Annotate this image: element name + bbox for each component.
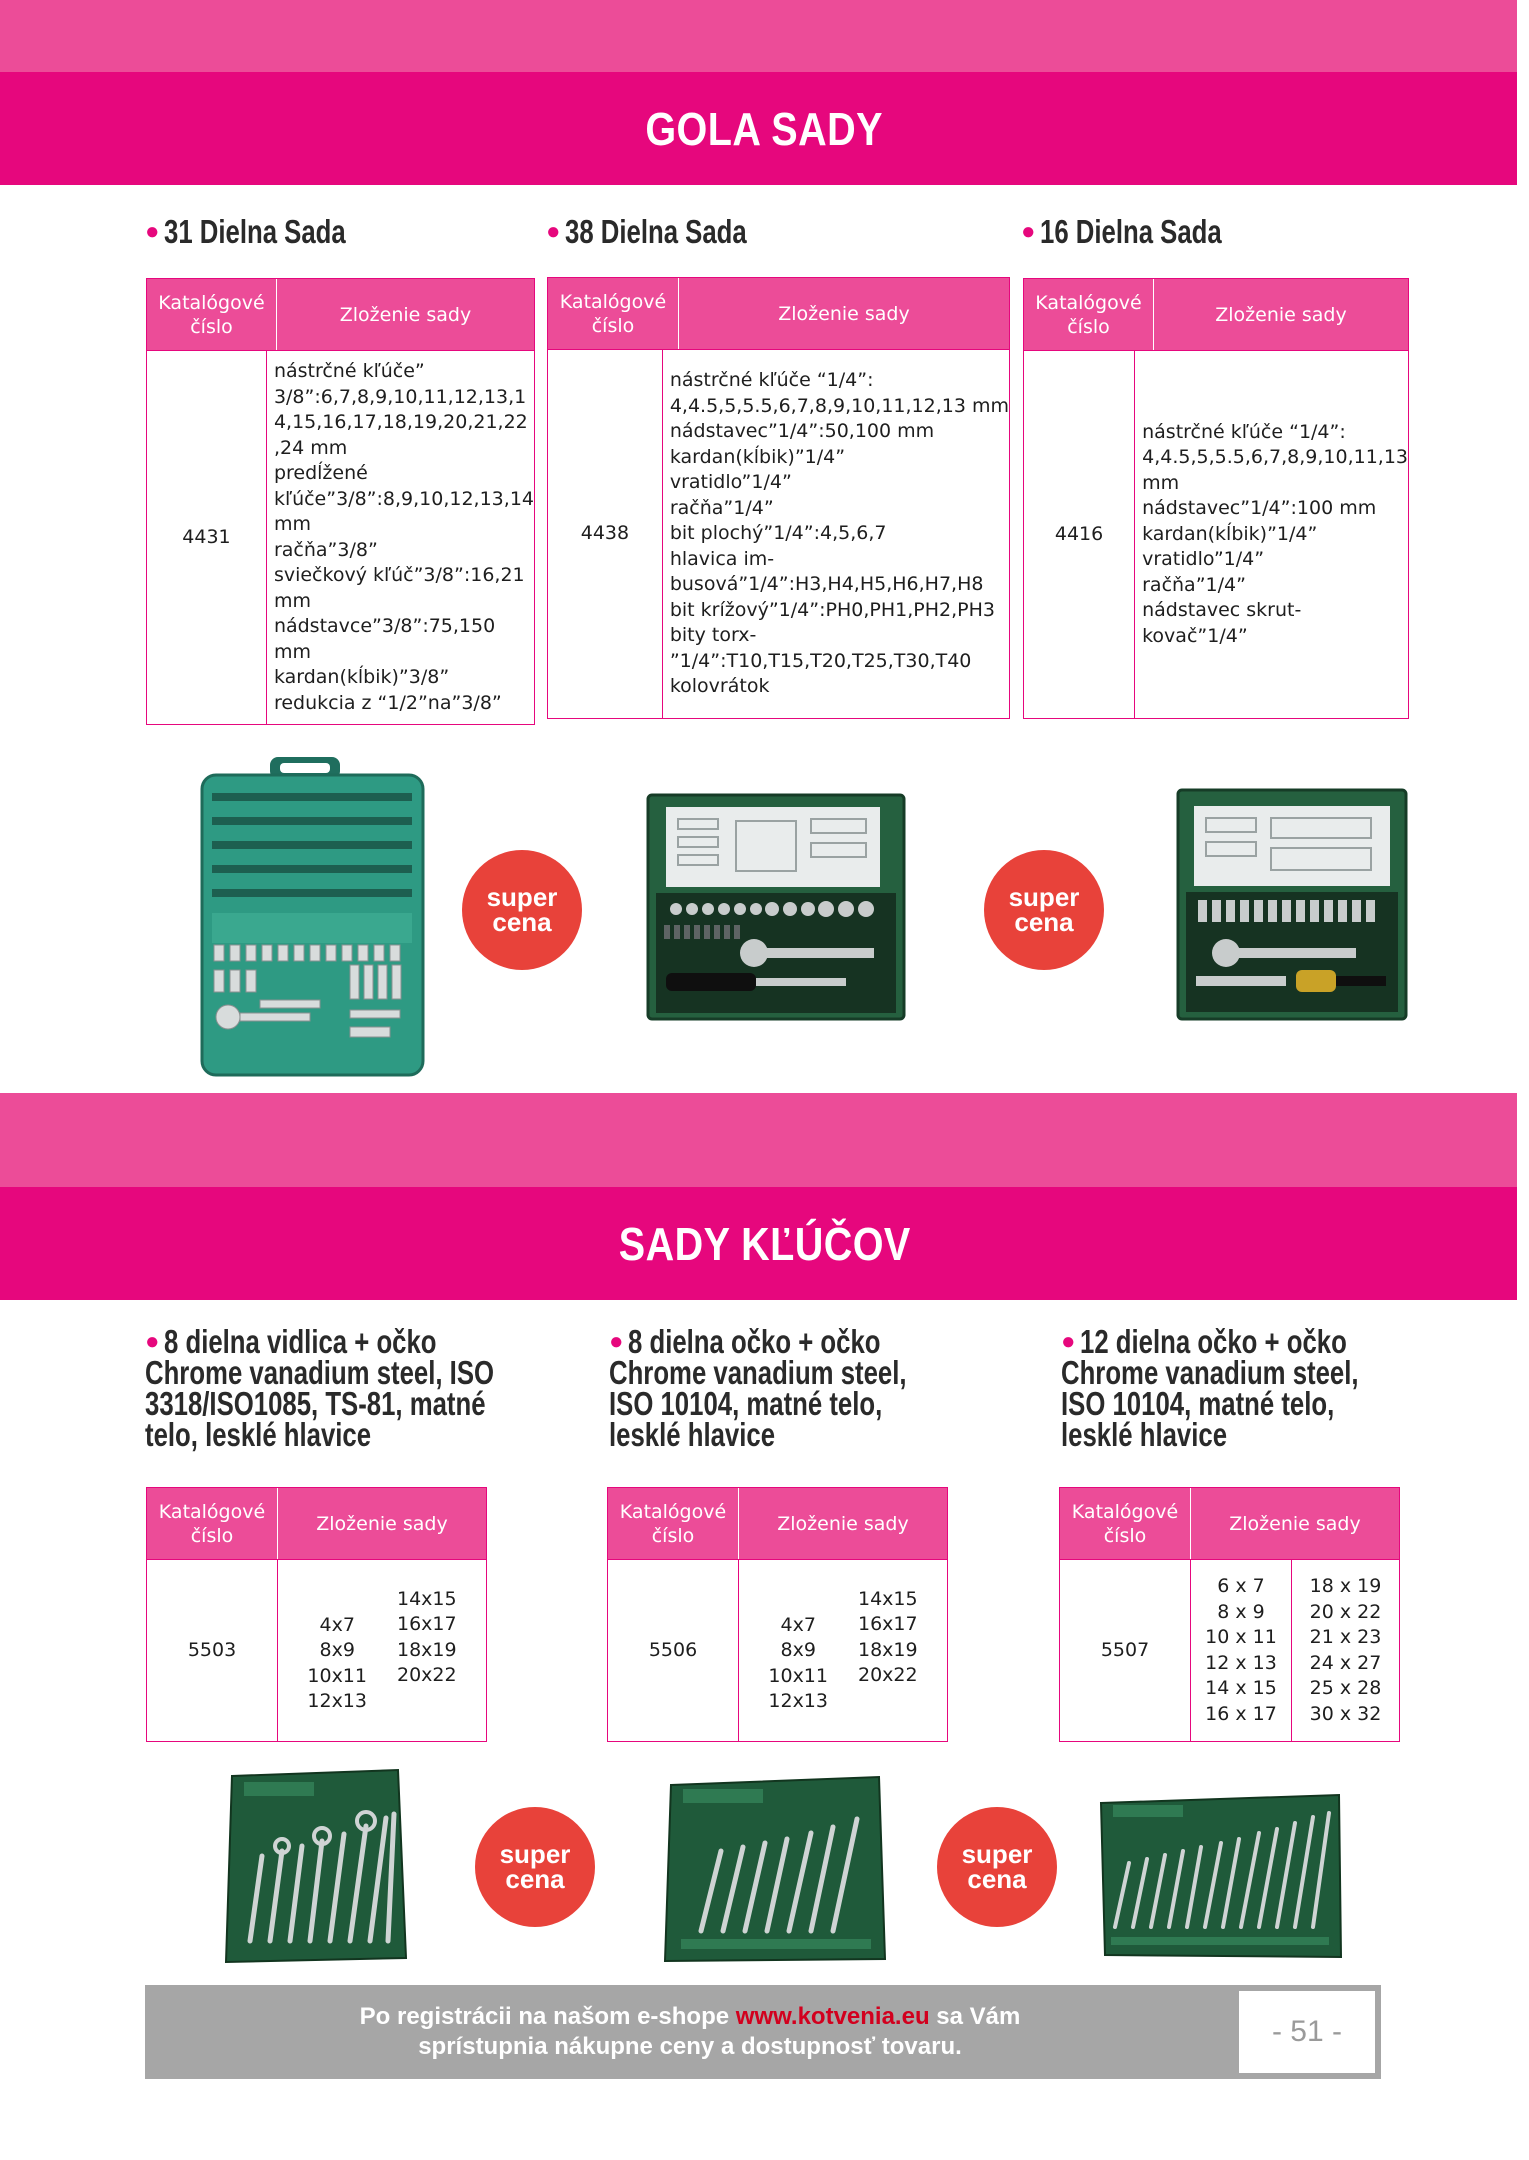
socket-case-illustration (200, 755, 425, 1080)
content-line: vratidlo”1/4” (669, 471, 792, 494)
size-value: 14 x 15 (1205, 1677, 1277, 1699)
badge-line-1: super (961, 1839, 1033, 1869)
size-value: 12x13 (307, 1690, 367, 1712)
footer-notice (145, 1985, 1235, 2079)
product-image-wrench-roll-5503 (220, 1766, 410, 1966)
catalog-number: 4438 (548, 350, 663, 718)
bullet-icon: ● (145, 1328, 160, 1355)
badge-line-1: super (499, 1839, 571, 1869)
badge-line-1: super (486, 882, 558, 912)
badge-line-1: super (1008, 882, 1080, 912)
content-line: kardan(kĺbik)”1/4” (669, 445, 846, 468)
product-table-5507 (1059, 1487, 1400, 1742)
header-catalog-number: Katalógové číslo (1060, 1488, 1191, 1559)
size-column (397, 1587, 457, 1715)
size-list (278, 1560, 486, 1741)
table-body (548, 350, 1009, 718)
header-contents: Zloženie sady (1215, 303, 1347, 326)
product-heading-4431 (145, 213, 396, 250)
size-value: 10x11 (768, 1664, 828, 1687)
socket-box-illustration (646, 793, 906, 1021)
bullet-icon: ● (546, 218, 561, 245)
table-header (1024, 279, 1408, 351)
product-name-line: telo, lesklé hlavice (145, 1416, 372, 1453)
set-contents (1135, 351, 1408, 718)
content-line: nádstavec skrut- (1142, 599, 1302, 622)
product-image-wrench-roll-5506 (661, 1771, 889, 1966)
size-value: 18x19 (397, 1638, 457, 1661)
product-heading-5507 (1061, 1323, 1442, 1453)
bullet-icon: ● (145, 218, 160, 245)
product-name-line: ISO 10104, matné telo, (1061, 1385, 1335, 1422)
size-value: 12 x 13 (1205, 1651, 1277, 1674)
product-image-wrench-roll-5507 (1095, 1787, 1345, 1962)
size-value: 21 x 23 (1309, 1626, 1382, 1648)
super-cena-badge (475, 1807, 595, 1927)
header-catalog-number: Katalógové číslo (608, 1488, 739, 1559)
section-banner-gola-sady (0, 72, 1529, 185)
content-line: kľúče”3/8”:8,9,10,12,13,14 (273, 487, 534, 510)
size-value: 18 x 19 (1309, 1575, 1382, 1597)
catalog-number: 4416 (1024, 351, 1135, 718)
size-list (1191, 1560, 1399, 1741)
content-line: mm (273, 589, 311, 612)
section-banner-sady-klucov (0, 1187, 1529, 1300)
content-line: vratidlo”1/4” (1142, 548, 1265, 571)
header-contents: Zloženie sady (778, 302, 910, 325)
table-body (147, 351, 534, 724)
table-body (147, 1560, 486, 1741)
size-value: 20x22 (397, 1664, 457, 1686)
page-number: - 51 - (1239, 1991, 1375, 2073)
footer-text-before: Po registrácii na našom e-shope (359, 2003, 736, 2030)
size-value: 20x22 (858, 1664, 918, 1686)
size-value: 4x7 (319, 1613, 355, 1636)
content-line: nádstavec”1/4”:50,100 mm (669, 420, 935, 443)
footer-bar (145, 1985, 1381, 2079)
content-line: predĺžené (273, 462, 368, 484)
table-header (608, 1488, 947, 1560)
set-contents (663, 350, 1009, 718)
product-table-5503 (146, 1487, 487, 1742)
content-line: nástrčné kľúče” (273, 360, 425, 382)
product-name-line: Chrome vanadium steel, (609, 1354, 907, 1391)
product-name: 31 Dielna Sada (163, 213, 346, 250)
product-table-4438 (547, 277, 1010, 719)
bullet-icon: ● (609, 1328, 624, 1355)
table-header (548, 278, 1009, 350)
content-line: mm (273, 640, 311, 663)
table-header (147, 279, 534, 351)
footer-text-after: sa Vám (929, 2003, 1021, 2030)
content-line: kardan(kĺbik)”3/8” (273, 666, 450, 688)
product-table-4431 (146, 278, 535, 725)
header-contents: Zloženie sady (339, 303, 472, 326)
badge-line-2: cena (492, 907, 552, 937)
table-header (1060, 1488, 1399, 1560)
size-value: 18x19 (858, 1638, 918, 1661)
content-line: ”1/4”:T10,T15,T20,T25,T30,T40 (669, 649, 972, 672)
catalog-number: 5507 (1060, 1560, 1191, 1741)
size-value: 14x15 (858, 1587, 918, 1610)
content-line: 4,15,16,17,18,19,20,21,22 (273, 411, 528, 433)
product-name-line: 8 dielna vidlica + očko (163, 1323, 437, 1360)
bullet-icon: ● (1061, 1328, 1076, 1355)
size-column (768, 1587, 828, 1715)
badge-line-2: cena (505, 1864, 565, 1894)
size-value: 16x17 (397, 1613, 457, 1635)
header-catalog-number: Katalógové číslo (548, 278, 679, 349)
product-name-line: lesklé hlavice (1061, 1416, 1228, 1453)
content-line: račňa”3/8” (273, 538, 378, 561)
product-heading-4438 (546, 213, 797, 250)
content-line: nádstavec”1/4”:100 mm (1142, 497, 1377, 520)
content-line: račňa”1/4” (669, 496, 774, 519)
product-name-line: ISO 10104, matné telo, (609, 1385, 883, 1422)
content-line: ,24 mm (273, 436, 348, 459)
footer-line-2: sprístupnia nákupne ceny a dostupnosť tovaru. (418, 2033, 962, 2060)
header-catalog-number: Katalógové číslo (1024, 279, 1154, 350)
section-title: SADY KĽÚČOV (618, 1217, 911, 1270)
content-line: bit plochý”1/4”:4,5,6,7 (669, 522, 887, 545)
set-contents (267, 351, 534, 724)
table-body (608, 1560, 947, 1741)
shop-link[interactable]: www.kotvenia.eu (735, 2003, 930, 2030)
table-header (147, 1488, 486, 1560)
header-catalog-number: Katalógové číslo (147, 279, 277, 350)
content-line: sviečkový kľúč”3/8”:16,21 (273, 564, 525, 586)
table-body (1024, 351, 1408, 718)
content-line: 3/8”:6,7,8,9,10,11,12,13,1 (273, 385, 527, 408)
content-line: bit krížový”1/4”:PH0,PH1,PH2,PH3 (669, 598, 995, 621)
size-column (858, 1587, 918, 1715)
content-line: 4,4.5,5,5.5,6,7,8,9,10,11,12,13 mm (669, 394, 1009, 417)
product-name-line: 3318/ISO1085, TS-81, matné (145, 1385, 486, 1422)
wrench-roll-illustration (1095, 1787, 1345, 1962)
size-value: 6 x 7 (1217, 1575, 1265, 1597)
content-line: hlavica im- (669, 547, 775, 570)
catalog-number: 5506 (608, 1560, 739, 1741)
product-image-socket-case-green (200, 755, 425, 1080)
size-column (1292, 1560, 1399, 1741)
page-right-margin (1517, 0, 1529, 2160)
product-heading-4416 (1021, 213, 1272, 250)
product-image-socket-box-38 (646, 793, 906, 1021)
size-value: 20 x 22 (1309, 1600, 1382, 1623)
content-line: kolovrátok (669, 675, 770, 698)
content-line: mm (273, 513, 311, 535)
badge-line-2: cena (1014, 907, 1074, 937)
size-value: 8 x 9 (1217, 1600, 1265, 1623)
table-body (1060, 1560, 1399, 1741)
super-cena-badge (462, 850, 582, 970)
size-value: 10x11 (307, 1664, 367, 1687)
super-cena-badge (984, 850, 1104, 970)
content-line: redukcia z “1/2”na”3/8” (273, 691, 502, 714)
size-value: 4x7 (780, 1613, 816, 1636)
product-table-4416 (1023, 278, 1409, 719)
product-table-5506 (607, 1487, 948, 1742)
size-value: 25 x 28 (1309, 1677, 1382, 1699)
bullet-icon: ● (1021, 218, 1036, 245)
section-title: GOLA SADY (645, 102, 884, 155)
size-value: 8x9 (780, 1639, 816, 1661)
badge-line-2: cena (967, 1864, 1027, 1894)
content-line: nádstavce”3/8”:75,150 (273, 615, 496, 637)
header-catalog-number: Katalógové číslo (147, 1488, 278, 1559)
product-heading-5503 (145, 1323, 592, 1453)
product-name-line: lesklé hlavice (609, 1416, 776, 1453)
socket-box-illustration (1176, 788, 1408, 1021)
header-contents: Zloženie sady (316, 1512, 448, 1535)
product-heading-5506 (609, 1323, 990, 1453)
wrench-roll-illustration (661, 1771, 889, 1966)
footer-line-1 (360, 2002, 1021, 2032)
size-value: 14x15 (397, 1587, 457, 1610)
header-contents: Zloženie sady (777, 1512, 909, 1535)
size-column (307, 1587, 367, 1715)
content-line: bity torx- (669, 624, 757, 647)
content-line: kardan(kĺbik)”1/4” (1142, 522, 1318, 545)
size-value: 12x13 (768, 1690, 828, 1712)
product-name-line: Chrome vanadium steel, (1061, 1354, 1359, 1391)
size-value: 24 x 27 (1309, 1651, 1382, 1674)
size-column (1191, 1560, 1292, 1741)
super-cena-badge (937, 1807, 1057, 1927)
product-image-socket-box-16 (1176, 788, 1408, 1021)
content-line: kovač”1/4” (1142, 624, 1248, 647)
catalog-number: 4431 (147, 351, 267, 724)
top-decor-band (0, 0, 1529, 72)
size-value: 16x17 (858, 1613, 918, 1635)
size-value: 10 x 11 (1205, 1626, 1277, 1648)
product-name-line: 12 dielna očko + očko (1079, 1323, 1347, 1360)
mid-decor-band (0, 1093, 1529, 1187)
product-name-line: Chrome vanadium steel, ISO (145, 1354, 495, 1391)
content-line: 4,4.5,5,5.5,6,7,8,9,10,11,13 (1142, 446, 1408, 469)
size-value: 8x9 (319, 1639, 355, 1661)
wrench-roll-illustration (220, 1766, 410, 1966)
content-line: busová”1/4”:H3,H4,H5,H6,H7,H8 (669, 573, 984, 596)
catalog-number: 5503 (147, 1560, 278, 1741)
header-contents: Zloženie sady (1229, 1512, 1361, 1535)
product-name: 38 Dielna Sada (564, 213, 747, 250)
product-name: 16 Dielna Sada (1039, 213, 1222, 250)
content-line: nástrčné kľúče “1/4”: (669, 369, 874, 392)
size-value: 16 x 17 (1205, 1702, 1277, 1725)
size-value: 30 x 32 (1309, 1702, 1382, 1725)
product-name-line: 8 dielna očko + očko (627, 1323, 880, 1360)
size-list (739, 1560, 947, 1741)
content-line: račňa”1/4” (1142, 573, 1246, 596)
content-line: mm (1142, 471, 1180, 494)
content-line: nástrčné kľúče “1/4”: (1142, 420, 1346, 443)
